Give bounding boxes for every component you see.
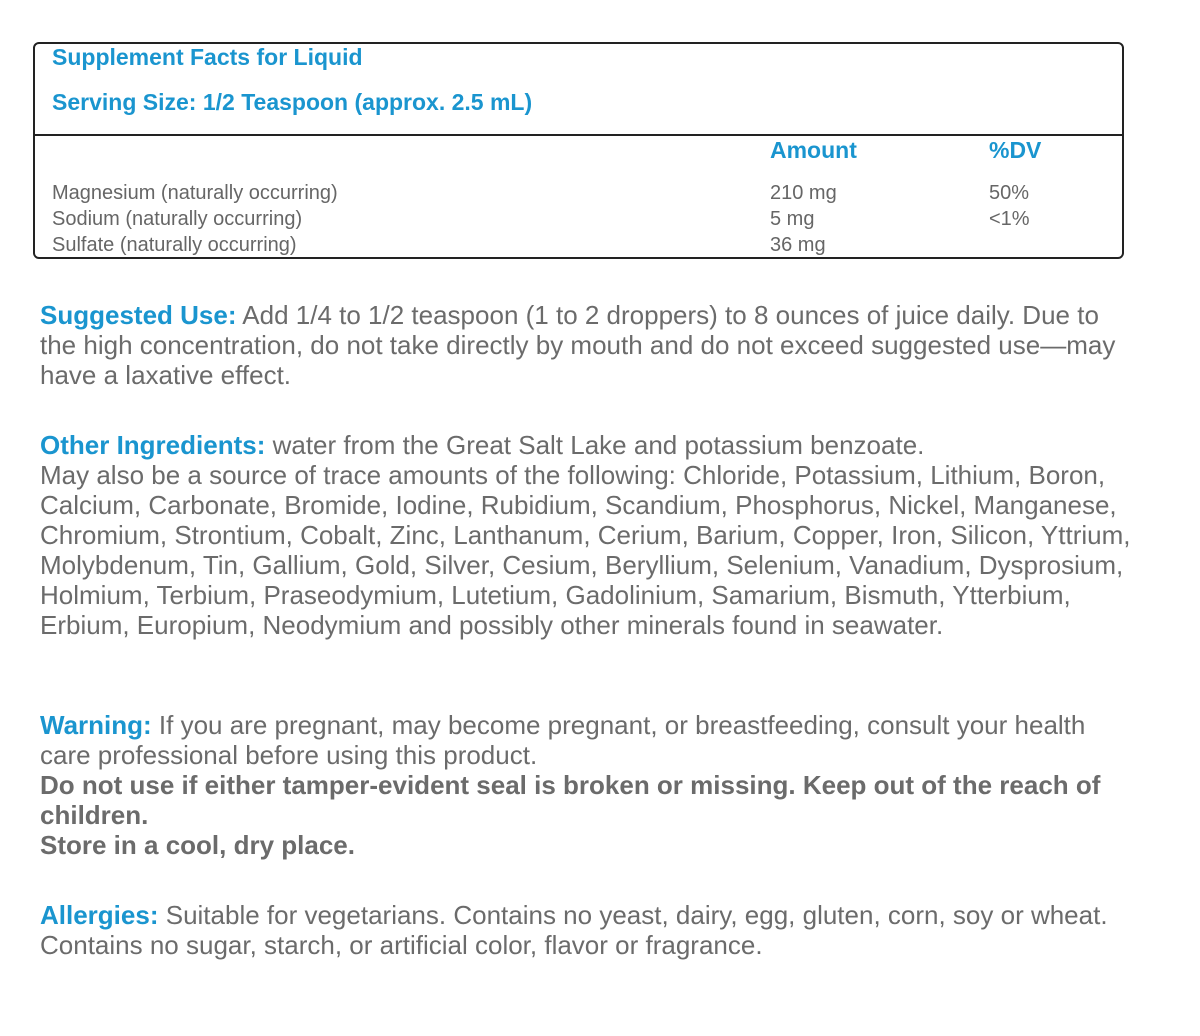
nutrient-name: Sulfate (naturally occurring): [52, 234, 297, 256]
serving-size: Serving Size: 1/2 Teaspoon (approx. 2.5 mL): [52, 89, 533, 115]
warning-section: [40, 710, 1140, 860]
nutrient-dv: 50%: [989, 182, 1030, 204]
seal-warning-text: Do not use if either tamper-evident seal is broken or missing. Keep out of the reach of children.: [40, 770, 1101, 830]
other-ingredients-section: [40, 430, 1140, 640]
allergies-label: Allergies:: [40, 900, 159, 930]
other-ingredients-text: water from the Great Salt Lake and potassium benzoate.: [265, 430, 925, 460]
other-ingredients-label: Other Ingredients:: [40, 430, 266, 460]
allergies-section: [40, 900, 1140, 960]
suggested-use-section: [40, 300, 1140, 390]
suggested-use-text: Add 1/4 to 1/2 teaspoon (1 to 2 droppers) to 8 ounces of juice daily. Due to the high concentration, do not take directly by mouth and do not exceed suggested use—may have a laxative effect.: [40, 300, 1116, 390]
trace-minerals-text: May also be a source of trace amounts of the following: Chloride, Potassium, Lithium, Boron, Calcium, Carbonate, Bromide, Iodine, Rubidium, Scandium, Phosphorus, Nickel, Manganese, Chromium, Strontium, Cobalt, Zinc, Lanthanum, Cerium, Barium, Copper, Iron, Silicon, Yttrium, Molybdenum, Tin, Gallium, Gold, Silver, Cesium, Beryllium, Selenium, Vanadium, Dysprosium, Holmium, Terbium, Praseodymium, Lutetium, Gadolinium, Samarium, Bismuth, Ytterbium, Erbium, Europium, Neodymium and possibly other minerals found in seawater.: [40, 460, 1131, 640]
nutrient-row-magnesium: [52, 182, 1122, 208]
facts-header: [35, 44, 1122, 136]
nutrient-row-sulfate: [52, 234, 1122, 259]
storage-text: Store in a cool, dry place.: [40, 830, 355, 860]
nutrient-name: Sodium (naturally occurring): [52, 208, 303, 230]
suggested-use-label: Suggested Use:: [40, 300, 237, 330]
nutrient-name: Magnesium (naturally occurring): [52, 182, 338, 204]
nutrient-amount: 36 mg: [770, 234, 826, 256]
column-header-dv: %DV: [989, 137, 1042, 163]
warning-label: Warning:: [40, 710, 152, 740]
column-header-amount: Amount: [770, 137, 857, 163]
allergies-text: Suitable for vegetarians. Contains no yeast, dairy, egg, gluten, corn, soy or wheat. Contains no sugar, starch, or artificial color, flavor or fragrance.: [40, 900, 1108, 960]
nutrient-row-sodium: [52, 208, 1122, 234]
nutrient-dv: <1%: [989, 208, 1030, 230]
facts-title: Supplement Facts for Liquid: [52, 44, 363, 70]
nutrient-amount: 210 mg: [770, 182, 837, 204]
nutrient-amount: 5 mg: [770, 208, 815, 230]
warning-text: If you are pregnant, may become pregnant, or breastfeeding, consult your health care professional before using this product.: [40, 710, 1086, 770]
supplement-facts-panel: [33, 42, 1124, 259]
